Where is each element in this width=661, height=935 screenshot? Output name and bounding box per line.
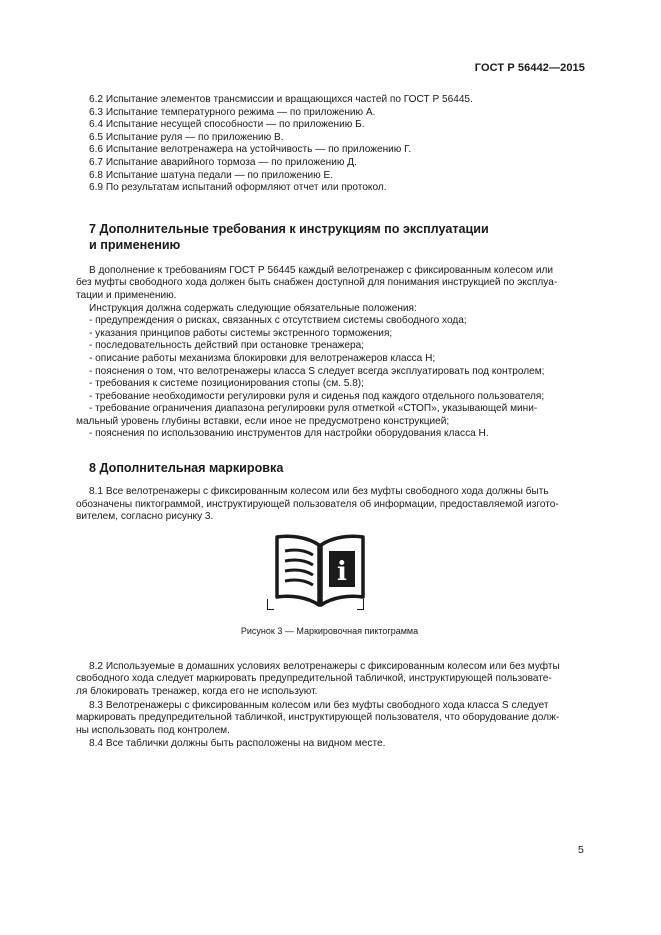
bracket-right	[357, 599, 364, 610]
section-8-heading: 8 Дополнительная маркировка	[89, 461, 284, 476]
p83-line: ны использовать под контролем.	[76, 724, 230, 736]
bullet-item: - требование ограничения диапазона регулировки руля отметкой «СТОП», указывающей мини-	[89, 403, 538, 415]
figure-3	[76, 533, 583, 651]
intro-line: тации и применению.	[76, 289, 177, 301]
p81-line: обозначены пиктограммой, инструктирующей пользователя об информации, предоставляемой изгото-	[76, 498, 559, 510]
bullet-item: - требование необходимости регулировки руля и сиденья под каждого отдельного пользователя;	[89, 390, 545, 402]
item-6-7: 6.7 Испытание аварийного тормоза — по приложению Д.	[89, 156, 357, 168]
item-6-4: 6.4 Испытание несущей способности — по приложению Б.	[89, 119, 365, 131]
bullet-item: - предупреждения о рисках, связанных с отсутствием системы свободного хода;	[89, 315, 467, 327]
section-7-title-line2: и применению	[89, 237, 181, 252]
paragraph-8-1	[76, 486, 583, 524]
section-7-title-line1: 7 Дополнительные требования к инструкциям по эксплуатации	[89, 221, 489, 236]
item-6-9: 6.9 По результатам испытаний оформляют отчет или протокол.	[89, 182, 387, 194]
bullet-item: - указания принципов работы системы экстренного торможения;	[89, 327, 393, 339]
paragraph-8-4: 8.4 Все таблички должны быть расположены на видном месте.	[89, 738, 386, 750]
page-content	[76, 94, 583, 751]
bullet-continuation: мальный уровень глубины вставки, если иное не предусмотрено конструкцией;	[76, 415, 450, 427]
bullet-item: - требования к системе позиционирования стопы (см. 5.8);	[89, 378, 364, 390]
page-number: 5	[578, 844, 584, 856]
intro-line: без муфты свободного хода должен быть снабжен доступной для понимания инструкцией по эксплуа-	[76, 277, 558, 289]
section-7-heading	[76, 221, 583, 253]
bullet-item: - последовательность действий при остановке тренажера;	[89, 340, 365, 352]
figure-caption: Рисунок 3 — Маркировочная пиктограмма	[240, 625, 419, 636]
p82-line: свободного хода следует маркировать предупредительной табличкой, инструктирующей пользовате-	[76, 673, 552, 685]
list-intro: Инструкция должна содержать следующие обязательные положения:	[89, 302, 417, 314]
p81-line: вителем, согласно рисунку 3.	[76, 511, 214, 523]
p83-line: 8.3 Велотренажеры с фиксированным колесом или без муфты свободного хода класса S следует	[89, 699, 549, 711]
p81-line: 8.1 Все велотренажеры с фиксированным колесом или без муфты свободного хода должны быть	[89, 486, 549, 498]
item-6-6: 6.6 Испытание велотренажера на устойчивость — по приложению Г.	[89, 144, 412, 156]
info-letter: i	[337, 556, 347, 587]
item-6-3: 6.3 Испытание температурного режима — по приложению А.	[89, 106, 376, 118]
paragraph-8-2	[76, 661, 583, 699]
bullet-item: - пояснения о том, что велотренажеры класса S следует всегда эксплуатировать под контролем;	[89, 365, 545, 377]
item-6-2: 6.2 Испытание элементов трансмиссии и вращающихся частей по ГОСТ Р 56445.	[89, 94, 473, 105]
bullet-item: - пояснения по использованию инструментов для настройки оборудования класса Н.	[89, 428, 489, 440]
bracket-left	[267, 599, 274, 610]
p83-line: маркировать предупредительной табличкой, инструктирующей пользователя, что оборудование долж-	[76, 712, 560, 724]
paragraph-8-3	[76, 700, 583, 738]
section-7-intro	[76, 265, 583, 441]
item-6-8: 6.8 Испытание шатуна педали — по приложению Е.	[89, 169, 334, 181]
p82-line: ля блокировать тренажер, когда его не используют.	[76, 686, 318, 698]
bullet-item: - описание работы механизма блокировки для велотренажеров класса Н;	[89, 352, 436, 364]
item-6-5: 6.5 Испытание руля — по приложению В.	[89, 131, 284, 143]
open-book-info-icon	[273, 533, 367, 609]
section-6-items	[76, 94, 583, 195]
document-id: ГОСТ Р 56442—2015	[474, 62, 585, 74]
p82-line: 8.2 Используемые в домашних условиях велотренажеры с фиксированным колесом или без муфты	[89, 660, 560, 672]
intro-line: В дополнение к требованиям ГОСТ Р 56445 каждый велотренажер с фиксированным колесом или	[89, 264, 554, 276]
